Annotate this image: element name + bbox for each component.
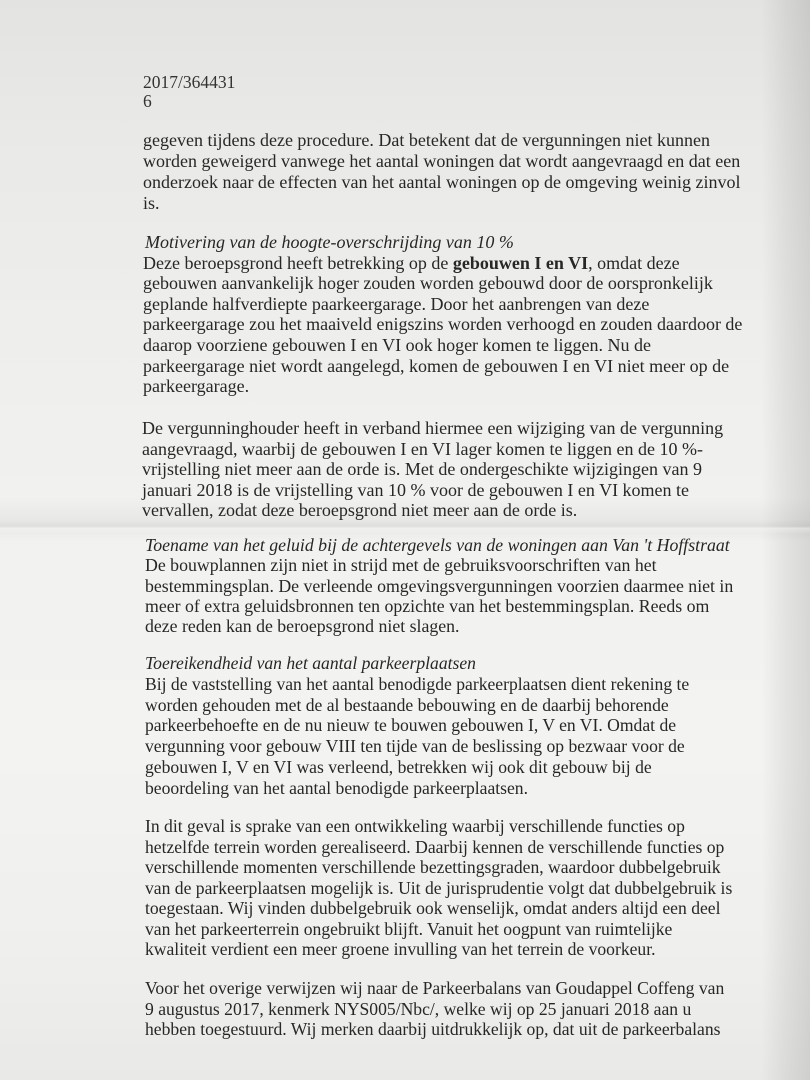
text-line: gegeven tijdens deze procedure. Dat betekent dat de vergunningen niet kunnen [143, 130, 710, 150]
paragraph-permit-change [142, 418, 723, 521]
text-line: Bij de vaststelling van het aantal benodigde parkeerplaatsen dient rekening te [145, 673, 690, 694]
text-line: verschillende momenten verschillende bezettingsgraden, waardoor dubbelgebruik [145, 857, 721, 877]
page-number: 6 [143, 91, 152, 111]
paragraph-parking-balance [145, 978, 724, 1040]
text-line: beoordeling van het aantal benodigde parkeerplaatsen. [145, 777, 528, 798]
text-segment: Deze beroepsgrond heeft betrekking op de [143, 252, 453, 273]
text-line: Voor het overige verwijzen wij naar de Parkeerbalans van Goudappel Coffeng van [145, 978, 725, 998]
text-line: toegestaan. Wij vinden dubbelgebruik ook wenselijk, omdat anders altijd een deel [145, 898, 721, 918]
text-line: parkeerbehoefte en de nu nieuw te bouwen gebouwen I, V en VI. Omdat de [145, 715, 677, 736]
text-line: parkeergarage. [143, 376, 250, 397]
text-line: is. [143, 193, 160, 213]
paragraph-intro [143, 130, 740, 214]
section-parking [145, 653, 689, 799]
paragraph-mixed-use [145, 816, 732, 960]
text-line: januari 2018 is de vrijstelling van 10 % voor de gebouwen I en VI komen te [142, 479, 690, 500]
text-line: 9 augustus 2017, kenmerk NYS005/Nbc/, welke wij op 25 januari 2018 aan u [145, 998, 692, 1019]
text-segment: , omdat deze [588, 252, 680, 273]
text-line: parkeergarage zou het maaiveld enigszins worden verhoogd en zouden daardoor de [143, 314, 743, 335]
text-line: hetzelfde terrein worden gerealiseerd. Daarbij kennen de verschillende functies op [145, 836, 725, 857]
text-line: vergunning voor gebouw VIII ten tijde van de beslissing op bezwaar voor de [145, 736, 685, 757]
text-line: geplande halfverdiepte paarkeergarage. Door het aanbrengen van deze [143, 293, 650, 314]
text-line: daarop voorziene gebouwen I en VI ook hoger komen te liggen. Nu de [143, 334, 652, 355]
paper-fold [0, 520, 810, 534]
emphasis-text: gebouwen I en VI [452, 252, 589, 273]
text-line: van het parkeerterrein ongebruikt blijft. Vanuit het oogpunt van ruimtelijke [145, 918, 673, 939]
text-line: vervallen, zodat deze beroepsgrond niet meer aan de orde is. [142, 500, 578, 521]
section-noise [145, 535, 733, 636]
reference-number: 2017/364431 [143, 72, 236, 92]
section-heading: Motivering van de hoogte-overschrijding van 10 % [145, 232, 514, 252]
text-line: hebben toegestuurd. Wij merken daarbij uitdrukkelijk op, dat uit de parkeerbalans [145, 1019, 721, 1039]
section-heading: Toereikendheid van het aantal parkeerplaatsen [145, 653, 476, 673]
text-line: gebouwen I, V en VI was verleend, betrekken wij ook dit gebouw bij de [145, 756, 652, 777]
text-line: worden geweigerd vanwege het aantal woningen dat wordt aangevraagd en dat een [143, 151, 741, 171]
text-line: kwaliteit verdient een meer groene invulling van het terrein de voorkeur. [145, 939, 656, 959]
text-line: vrijstelling niet meer aan de orde is. Met de ondergeschikte wijzigingen van 9 [142, 459, 703, 480]
text-line: deze reden kan de beroepsgrond niet slagen. [145, 616, 460, 637]
text-line: meer of extra geluidsbronnen ten opzichte van het bestemmingsplan. Reeds om [145, 595, 710, 616]
text-line: van de parkeerplaatsen mogelijk is. Uit de jurisprudentie volgt dat dubbelgebruik is [145, 877, 733, 898]
section-height-exceedance [143, 232, 742, 397]
text-line: worden gehouden met de al bestaande bebouwing en de daarbij behorende [145, 694, 669, 715]
text-line: De vergunninghouder heeft in verband hiermee een wijziging van de vergunning [142, 418, 724, 438]
text-line: aangevraagd, waarbij de gebouwen I en VI lager komen te liggen en de 10 %- [142, 438, 703, 459]
document-header [143, 73, 235, 111]
text-line: parkeergarage niet wordt aangelegd, komen de gebouwen I en VI niet meer op de [143, 355, 730, 376]
text-line: De bouwplannen zijn niet in strijd met de gebruiksvoorschriften van het [145, 555, 657, 576]
text-line: onderzoek naar de effecten van het aantal woningen op de omgeving weinig zinvol [143, 172, 741, 192]
text-line [143, 253, 742, 274]
section-heading: Toename van het geluid bij de achtergevels van de woningen aan Van 't Hoffstraat [145, 535, 730, 555]
text-line: bestemmingsplan. De verleende omgevingsvergunningen voorzien daarmee niet in [145, 575, 734, 596]
text-line: gebouwen aanvankelijk hoger zouden worden gebouwd door de oorspronkelijk [143, 273, 713, 294]
text-line: In dit geval is sprake van een ontwikkeling waarbij verschillende functies op [145, 816, 685, 836]
